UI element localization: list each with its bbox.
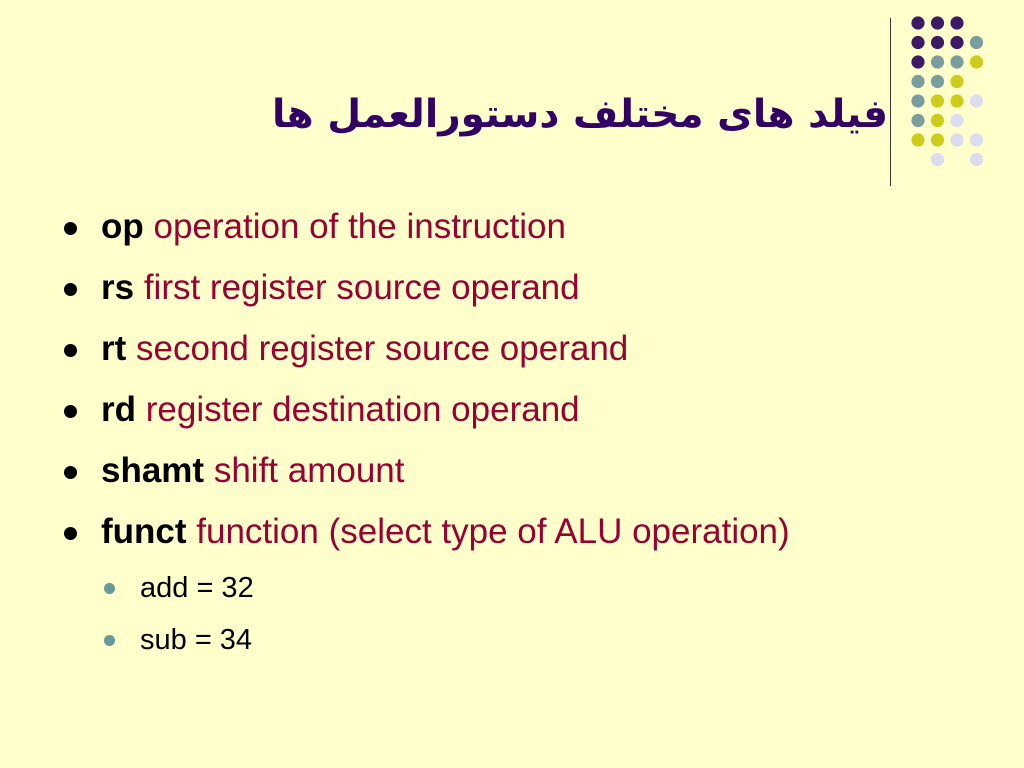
decorative-dot [931, 36, 944, 49]
field-term: rd [101, 390, 136, 429]
decorative-dot [931, 55, 944, 68]
decorative-dot [970, 36, 983, 49]
bullet-dot-icon [64, 344, 77, 357]
bullet-list [0, 196, 1024, 666]
field-description: shift amount [213, 451, 405, 490]
field-description: register destination operand [145, 390, 580, 429]
decorative-dot [950, 36, 963, 49]
bullet-dot-icon [64, 405, 77, 418]
decorative-dot [950, 55, 963, 68]
decorative-dot [911, 75, 924, 88]
decorative-dot [931, 94, 944, 107]
decorative-dot [950, 75, 963, 88]
decorative-dot [931, 133, 944, 146]
field-term: rs [101, 268, 135, 307]
bullet-item [0, 318, 1024, 379]
decorative-dot [970, 133, 983, 146]
decorative-dot [931, 75, 944, 88]
decorative-dot [911, 114, 924, 127]
bullet-item [0, 257, 1024, 318]
decorative-dot [911, 16, 924, 29]
decorative-dot [911, 55, 924, 68]
bullet-item [0, 379, 1024, 440]
decorative-dot [950, 94, 963, 107]
field-description: function (select type of ALU operation) [196, 512, 790, 551]
decorative-dot [950, 133, 963, 146]
decorative-dot [950, 114, 963, 127]
decorative-dot [911, 36, 924, 49]
decorative-dot [931, 16, 944, 29]
sub-bullet-item [0, 562, 1024, 614]
slide-title: فیلد های مختلف دستورالعمل ها [271, 92, 888, 137]
decorative-dot [950, 16, 963, 29]
bullet-dot-icon [64, 283, 77, 296]
field-term: funct [101, 512, 187, 551]
decorative-dot [970, 153, 983, 166]
sub-bullet-text: add = 32 [140, 572, 254, 604]
decorative-dot [931, 153, 944, 166]
decorative-dot [970, 55, 983, 68]
sub-bullet-dot-icon [104, 635, 115, 646]
sub-bullet-dot-icon [104, 583, 115, 594]
sub-bullet-text: sub = 34 [140, 624, 253, 656]
title-divider [890, 18, 891, 186]
bullet-item [0, 440, 1024, 501]
decorative-dot [931, 114, 944, 127]
field-description: second register source operand [136, 329, 629, 368]
field-term: rt [101, 329, 127, 368]
field-description: operation of the instruction [153, 207, 566, 246]
decorative-dot [970, 94, 983, 107]
bullet-item [0, 501, 1024, 562]
field-description: first register source operand [143, 268, 580, 307]
field-term: shamt [101, 451, 205, 490]
bullet-item [0, 196, 1024, 257]
sub-bullet-item [0, 614, 1024, 666]
decorative-dot [911, 94, 924, 107]
bullet-dot-icon [64, 466, 77, 479]
bullet-dot-icon [64, 527, 77, 540]
field-term: op [101, 207, 144, 246]
decorative-dot [911, 133, 924, 146]
bullet-dot-icon [64, 222, 77, 235]
